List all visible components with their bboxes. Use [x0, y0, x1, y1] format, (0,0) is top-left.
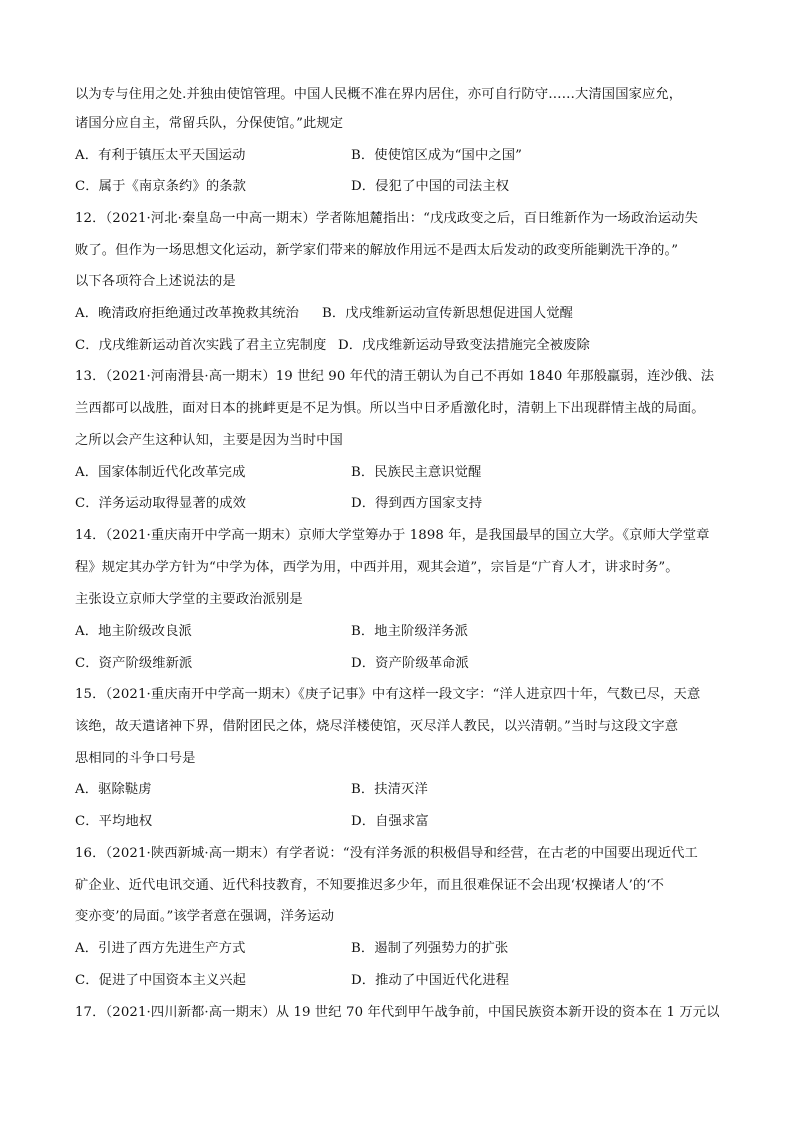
- q13-option-b: B．民族民主意识觉醒: [351, 465, 482, 480]
- q16-option-c: C．促进了中国资本主义兴起: [75, 973, 247, 988]
- q13-text-line-1: 13．（2021·河南滑县·高一期末）19 世纪 90 年代的清王朝认为自己不再如 1840 年那般羸弱，连沙俄、法: [75, 369, 715, 384]
- q15-option-d: D．自强求富: [351, 814, 429, 829]
- q15-text-line-3: 思相同的斗争口号是: [75, 751, 196, 766]
- q16-option-d: D．推动了中国近代化进程: [351, 973, 510, 988]
- q11-text-line-2: 诸国分应自主，常留兵队，分保使馆。”此规定: [75, 116, 344, 131]
- q16-text-line-1: 16．（2021·陕西新城·高一期末）有学者说：“没有洋务派的积极倡导和经营，在古老的中国要出现近代工: [75, 846, 698, 861]
- q11-option-a: A．有利于镇压太平天国运动: [75, 148, 246, 163]
- q12-option-b: B．戊戌维新运动宣传新思想促进国人觉醒: [322, 306, 574, 321]
- q14-text-line-3: 主张设立京师大学堂的主要政治派别是: [75, 592, 303, 607]
- q15-option-b: B．扶清灭洋: [351, 782, 428, 797]
- q11-option-c: C．属于《南京条约》的条款: [75, 179, 247, 194]
- q15-text-line-2: 该绝，故天遣诸神下界，借附团民之体，烧尽洋楼使馆，灭尽洋人教民，以兴清朝。”当时与这段文字意: [75, 719, 679, 734]
- q12-option-a: A．晚清政府拒绝通过改革挽救其统治: [75, 306, 300, 321]
- q16-text-line-2: 矿企业、近代电讯交通、近代科技教育，不知要推迟多少年，而且很难保证不会出现‘权操诸人’的‘不: [75, 878, 665, 893]
- q15-option-c: C．平均地权: [75, 814, 153, 829]
- q13-option-d: D．得到西方国家支持: [351, 496, 483, 511]
- q17-text-line-1: 17．（2021·四川新都·高一期末）从 19 世纪 70 年代到甲午战争前，中国民族资本新开设的资本在 1 万元以: [75, 1005, 720, 1020]
- q16-option-a: A．引进了西方先进生产方式: [75, 941, 246, 956]
- q12-text-line-1: 12．（2021·河北·秦皇岛一中高一期末）学者陈旭麓指出：“戊戌政变之后，百日维新作为一场政治运动失: [75, 211, 698, 226]
- q13-option-c: C．洋务运动取得显著的成效: [75, 496, 247, 511]
- q12-text-line-3: 以下各项符合上述说法的是: [75, 274, 236, 289]
- q14-option-b: B．地主阶级洋务派: [351, 624, 469, 639]
- q16-option-b: B．遏制了列强势力的扩张: [351, 941, 509, 956]
- q11-option-d: D．侵犯了中国的司法主权: [351, 179, 510, 194]
- q16-text-line-3: 变亦变’的局面。”该学者意在强调，洋务运动: [75, 909, 335, 924]
- q12-option-c: C．戊戌维新运动首次实践了君主立宪制度: [75, 338, 327, 353]
- q14-option-c: C．资产阶级维新派: [75, 656, 193, 671]
- q13-text-line-2: 兰西都可以战胜，面对日本的挑衅更是不足为惧。所以当中日矛盾激化时，清朝上下出现群情主战的局面。: [75, 401, 705, 416]
- q11-text-line-1: 以为专与住用之处.并独由使馆管理。中国人民概不准在界内居住，亦可自行防守……大清国国家应允，: [75, 87, 683, 102]
- q14-text-line-2: 程》规定其办学方针为“中学为体，西学为用，中西并用，观其会道”，宗旨是“广育人才，讲求时务”。: [75, 560, 679, 575]
- q11-option-b: B．使使馆区成为“国中之国”: [351, 148, 523, 163]
- q15-text-line-1: 15．（2021·重庆南开中学高一期末）《庚子记事》中有这样一段文字：“洋人进京四十年，气数已尽，天意: [75, 687, 701, 702]
- q14-option-a: A．地主阶级改良派: [75, 624, 192, 639]
- q12-option-d: D．戊戌维新运动导致变法措施完全被废除: [338, 338, 590, 353]
- q12-text-line-2: 败了。但作为一场思想文化运动，新学家们带来的解放作用远不是西太后发动的政变所能剿洗干净的。”: [75, 243, 679, 258]
- q15-option-a: A．驱除鞑虏: [75, 782, 152, 797]
- q13-option-a: A．国家体制近代化改革完成: [75, 465, 246, 480]
- q13-text-line-3: 之所以会产生这种认知，主要是因为当时中国: [75, 433, 343, 448]
- q14-text-line-1: 14．（2021·重庆南开中学高一期末）京师大学堂筹办于 1898 年，是我国最早的国立大学。《京师大学堂章: [75, 528, 710, 543]
- q14-option-d: D．资产阶级革命派: [351, 656, 469, 671]
